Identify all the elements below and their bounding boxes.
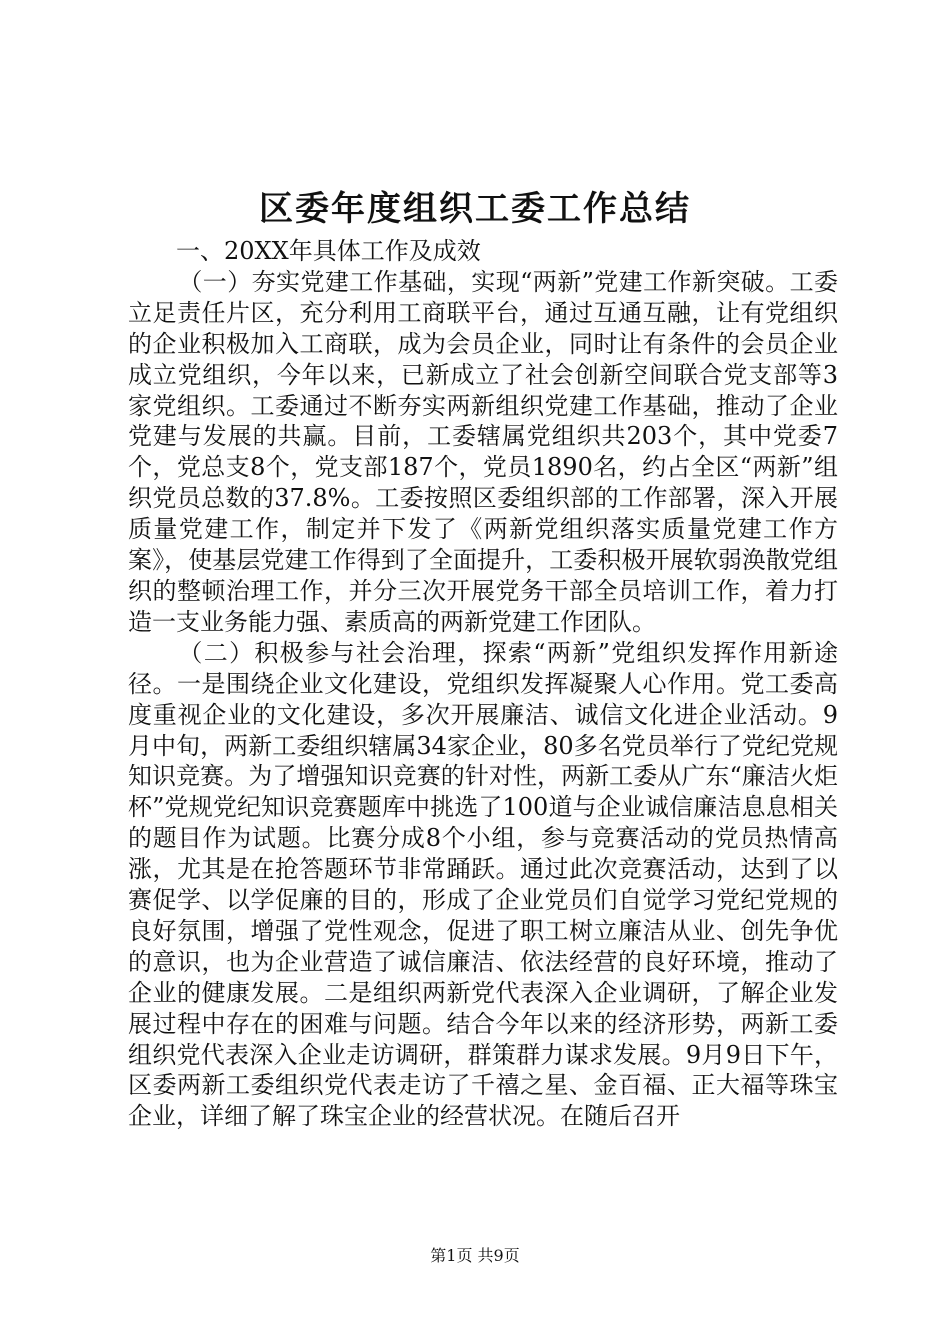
paragraph-2: （二）积极参与社会治理，探索“两新”党组织发挥作用新途径。一是围绕企业文化建设，党组织发挥凝聚人心作用。党工委高度重视企业的文化建设，多次开展廉洁、诚信文化进企业活动。9月中旬，两新工委组织辖属34家企业，80多名党员举行了党纪党规知识竞赛。为了增强知识竞赛的针对性，两新工委从广东“廉洁火炬杯”党规党纪知识竞赛题库中挑选了100道与企业诚信廉洁息息相关的题目作为试题。比赛分成8个小组，参与竞赛活动的党员热情高涨，尤其是在抢答题环节非常踊跃。通过此次竞赛活动，达到了以赛促学、以学促廉的目的，形成了企业党员们自觉学习党纪党规的良好氛围，增强了党性观念，促进了职工树立廉洁从业、创先争优的意识，也为企业营造了诚信廉洁、依法经营的良好环境，推动了企业的健康发展。二是组织两新党代表深入企业调研，了解企业发展过程中存在的困难与问题。结合今年以来的经济形势，两新工委组织党代表深入企业走访调研，群策群力谋求发展。9月9日下午，区委两新工委组织党代表走访了千禧之星、金百福、正大福等珠宝企业，详细了解了珠宝企业的经营状况。在随后召开 [128, 638, 838, 1131]
document-body [128, 236, 838, 1132]
page-number-footer: 第1页 共9页 [430, 1246, 520, 1265]
paragraph-1: （一）夯实党建工作基础，实现“两新”党建工作新突破。工委立足责任片区，充分利用工商联平台，通过互通互融，让有党组织的企业积极加入工商联，成为会员企业，同时让有条件的会员企业成立党组织，今年以来，已新成立了社会创新空间联合党支部等3家党组织。工委通过不断夯实两新组织党建工作基础，推动了企业党建与发展的共赢。目前，工委辖属党组织共203个，其中党委7个，党总支8个，党支部187个，党员1890名，约占全区“两新”组织党员总数的37.8%。工委按照区委组织部的工作部署，深入开展质量党建工作，制定并下发了《两新党组织落实质量党建工作方案》，使基层党建工作得到了全面提升，工委积极开展软弱涣散党组织的整顿治理工作，并分三次开展党务干部全员培训工作，着力打造一支业务能力强、素质高的两新党建工作团队。 [128, 267, 838, 636]
document-title: 区委年度组织工委工作总结 [259, 189, 691, 229]
section-heading: 一、20XX年具体工作及成效 [176, 237, 481, 265]
